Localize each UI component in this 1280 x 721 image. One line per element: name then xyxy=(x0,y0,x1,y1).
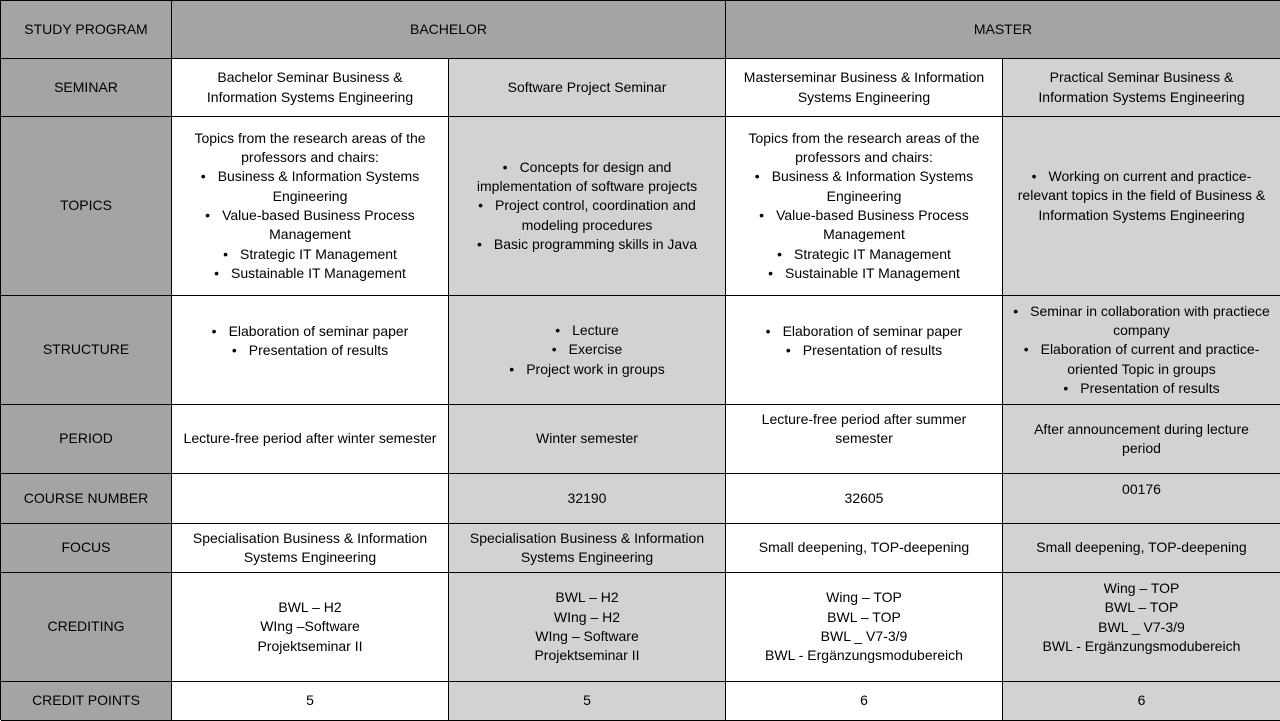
topics-list xyxy=(459,158,715,254)
topics-intro: Topics from the research areas of the professors and chairs: xyxy=(748,129,980,166)
crediting-line: Projektseminar II xyxy=(534,647,640,664)
list-item: • Exercise xyxy=(459,340,715,359)
crediting-line: WIng –Software xyxy=(260,618,360,635)
focus-software-project: Specialisation Business & Information Systems Engineering xyxy=(449,524,726,573)
row-label-credit-points: CREDIT POINTS xyxy=(1,682,172,721)
list-item: • Strategic IT Management xyxy=(182,245,438,264)
row-label-topics: TOPICS xyxy=(1,117,172,296)
seminar-bachelor: Bachelor Seminar Business & Information Systems Engineering xyxy=(172,59,449,117)
topics-software-project xyxy=(449,117,726,296)
crediting-bachelor xyxy=(172,573,449,682)
list-item: • Lecture xyxy=(459,321,715,340)
list-item: • Elaboration of current and practice-oriented Topic in groups xyxy=(1013,340,1270,379)
crediting-line: BWL – H2 xyxy=(278,599,342,616)
course-number-practical: 00176 xyxy=(1003,474,1280,524)
crediting-line: BWL – TOP xyxy=(1104,599,1179,616)
topics-list xyxy=(736,167,992,283)
crediting-line: BWL _ V7-3/9 xyxy=(820,628,908,644)
topics-list xyxy=(182,167,438,283)
crediting-line: Wing – TOP xyxy=(826,589,902,606)
list-item: • Value-based Business Process Management xyxy=(182,206,438,245)
crediting-line: BWL – TOP xyxy=(827,608,901,625)
course-number-bachelor xyxy=(172,474,449,524)
list-item: • Seminar in collaboration with practiece company xyxy=(1013,302,1270,341)
list-item: • Presentation of results xyxy=(1013,379,1270,398)
crediting-line: BWL _ V7-3/9 xyxy=(1098,618,1185,635)
list-item: • Business & Information Systems Engineering xyxy=(182,167,438,206)
seminar-master: Masterseminar Business & Information Systems Engineering xyxy=(726,59,1003,117)
list-item: • Sustainable IT Management xyxy=(182,264,438,283)
period-software-project: Winter semester xyxy=(449,405,726,474)
topics-list xyxy=(1013,167,1270,225)
crediting-line: WIng – Software xyxy=(535,628,639,644)
course-number-master: 32605 xyxy=(726,474,1003,524)
credit-points-practical: 6 xyxy=(1003,682,1280,721)
focus-bachelor: Specialisation Business & Information Systems Engineering xyxy=(172,524,449,573)
list-item: • Elaboration of seminar paper xyxy=(182,322,438,341)
crediting-practical xyxy=(1003,573,1280,682)
crediting-line: Wing – TOP xyxy=(1103,580,1180,596)
list-item: • Concepts for design and implementation of software projects xyxy=(459,158,715,197)
credit-points-bachelor: 5 xyxy=(172,682,449,721)
crediting-line: WIng – H2 xyxy=(553,608,621,625)
crediting-line: BWL - Ergänzungsmodubereich xyxy=(1042,637,1241,654)
crediting-line: BWL - Ergänzungsmodubereich xyxy=(765,647,963,664)
row-label-focus: FOCUS xyxy=(1,524,172,573)
topics-practical xyxy=(1003,117,1280,296)
structure-practical xyxy=(1003,296,1280,405)
list-item: • Project control, coordination and modeling procedures xyxy=(459,196,715,235)
course-number-software-project: 32190 xyxy=(449,474,726,524)
header-study-program: STUDY PROGRAM xyxy=(1,1,172,59)
header-master: MASTER xyxy=(726,1,1280,59)
crediting-line: Projektseminar II xyxy=(257,637,363,654)
topics-master xyxy=(726,117,1003,296)
focus-practical: Small deepening, TOP-deepening xyxy=(1003,524,1280,573)
list-item: • Working on current and practice-relevant topics in the field of Business & Information Systems Engineering xyxy=(1013,167,1270,225)
seminar-practical: Practical Seminar Business & Information Systems Engineering xyxy=(1003,59,1280,117)
structure-master xyxy=(726,296,1003,405)
crediting-line: BWL – H2 xyxy=(555,589,619,606)
list-item: • Value-based Business Process Management xyxy=(736,206,992,245)
focus-master: Small deepening, TOP-deepening xyxy=(726,524,1003,573)
list-item: • Elaboration of seminar paper xyxy=(736,322,992,341)
period-bachelor: Lecture-free period after winter semester xyxy=(172,405,449,474)
structure-list xyxy=(736,322,992,361)
list-item: • Presentation of results xyxy=(736,341,992,360)
row-label-course-number: COURSE NUMBER xyxy=(1,474,172,524)
topics-intro: Topics from the research areas of the professors and chairs: xyxy=(194,129,426,166)
structure-software-project xyxy=(449,296,726,405)
row-label-structure: STRUCTURE xyxy=(1,296,172,405)
credit-points-software-project: 5 xyxy=(449,682,726,721)
period-master: Lecture-free period after summer semester xyxy=(726,405,1003,474)
credit-points-master: 6 xyxy=(726,682,1003,721)
list-item: • Project work in groups xyxy=(459,360,715,379)
crediting-master xyxy=(726,573,1003,682)
period-practical: After announcement during lecture period xyxy=(1003,405,1280,474)
seminar-software-project: Software Project Seminar xyxy=(449,59,726,117)
list-item: • Strategic IT Management xyxy=(736,245,992,264)
structure-list xyxy=(459,321,715,379)
structure-list xyxy=(182,322,438,361)
crediting-software-project xyxy=(449,573,726,682)
row-label-crediting: CREDITING xyxy=(1,573,172,682)
topics-bachelor xyxy=(172,117,449,296)
row-label-period: PERIOD xyxy=(1,405,172,474)
list-item: • Business & Information Systems Engineering xyxy=(736,167,992,206)
header-bachelor: BACHELOR xyxy=(172,1,726,59)
list-item: • Presentation of results xyxy=(182,341,438,360)
list-item: • Basic programming skills in Java xyxy=(459,235,715,254)
list-item: • Sustainable IT Management xyxy=(736,264,992,283)
structure-list xyxy=(1013,302,1270,398)
row-label-seminar: SEMINAR xyxy=(1,59,172,117)
structure-bachelor xyxy=(172,296,449,405)
